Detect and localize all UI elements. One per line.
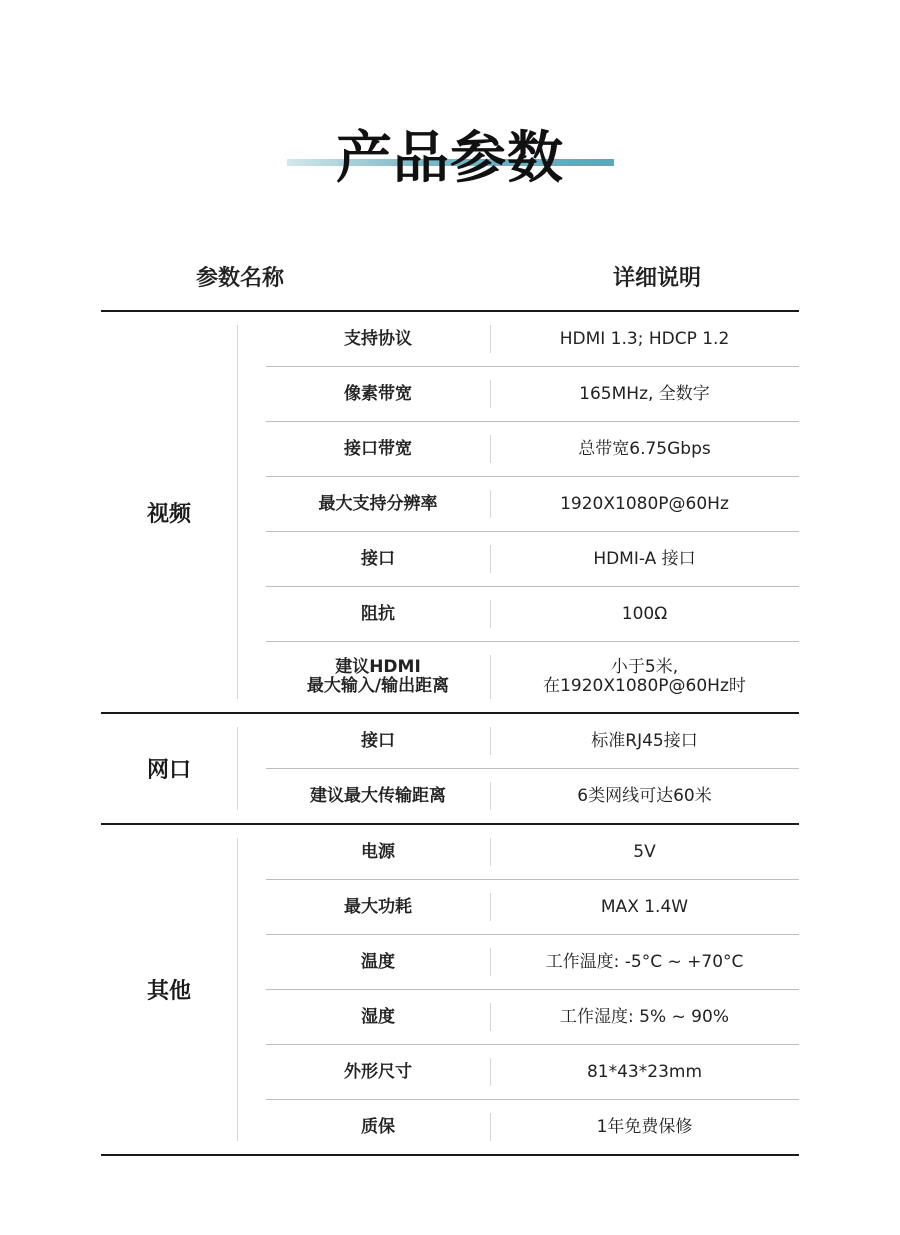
- param-name: 建议HDMI 最大输入/输出距离: [306, 657, 450, 696]
- param-value: HDMI 1.3; HDCP 1.2: [559, 328, 730, 349]
- param-name: 接口: [361, 730, 395, 751]
- spec-table: [101, 310, 799, 1156]
- param-value: 标准RJ45接口: [591, 730, 698, 751]
- param-value: 总带宽6.75Gbps: [578, 438, 711, 459]
- spec-group-network: [101, 712, 799, 823]
- param-name: 建议最大传输距离: [310, 785, 446, 806]
- param-value: HDMI-A 接口: [593, 548, 696, 569]
- table-row: [266, 934, 799, 989]
- cell-divider: [490, 782, 491, 810]
- table-row: [266, 825, 799, 879]
- table-row: [266, 1044, 799, 1099]
- group-label: 网口: [146, 758, 191, 783]
- spec-group-other: [101, 823, 799, 1156]
- cell-divider: [490, 838, 491, 866]
- param-value: 工作温度: -5°C ~ +70°C: [545, 951, 744, 972]
- param-value: MAX 1.4W: [600, 896, 689, 917]
- table-row: [266, 366, 799, 421]
- param-value: 165MHz, 全数字: [579, 383, 710, 404]
- param-value: 81*43*23mm: [586, 1061, 702, 1082]
- cell-divider: [490, 490, 491, 518]
- param-name: 电源: [361, 841, 395, 862]
- cell-divider: [490, 893, 491, 921]
- column-header-name: 参数名称: [195, 266, 284, 291]
- group-label: 视频: [146, 501, 191, 527]
- table-row: [266, 879, 799, 934]
- param-value: 6类网线可达60米: [577, 785, 712, 806]
- page-header: [0, 118, 900, 208]
- param-name: 像素带宽: [344, 383, 412, 404]
- cell-divider: [490, 545, 491, 573]
- param-value: 100Ω: [621, 603, 668, 624]
- cell-divider: [490, 948, 491, 976]
- table-row: [266, 312, 799, 366]
- cell-divider: [490, 1003, 491, 1031]
- param-name: 外形尺寸: [344, 1061, 412, 1082]
- param-name: 接口带宽: [344, 438, 412, 459]
- param-name: 温度: [361, 951, 395, 972]
- cell-divider: [490, 600, 491, 628]
- cell-divider: [490, 325, 491, 353]
- param-name: 阻抗: [361, 603, 395, 624]
- group-divider: [237, 727, 238, 810]
- table-row: [266, 586, 799, 641]
- column-header-description: 详细说明: [612, 266, 701, 291]
- table-row: [266, 989, 799, 1044]
- param-value: 5V: [633, 841, 656, 862]
- cell-divider: [490, 435, 491, 463]
- param-name: 最大支持分辨率: [318, 493, 438, 514]
- cell-divider: [490, 1113, 491, 1141]
- table-row: [266, 476, 799, 531]
- param-value: 1年免费保修: [596, 1116, 693, 1137]
- param-value: 工作湿度: 5% ~ 90%: [560, 1006, 729, 1027]
- param-name: 最大功耗: [344, 896, 412, 917]
- table-row: [266, 421, 799, 476]
- table-row: [266, 641, 799, 712]
- param-value: 小于5米, 在1920X1080P@60Hz时: [543, 657, 746, 696]
- table-row: [266, 1099, 799, 1154]
- table-row: [266, 768, 799, 823]
- table-row: [266, 531, 799, 586]
- cell-divider: [490, 380, 491, 408]
- table-row: [266, 714, 799, 768]
- group-divider: [237, 838, 238, 1141]
- cell-divider: [490, 655, 491, 699]
- group-label: 其他: [146, 979, 191, 1004]
- param-name: 接口: [361, 548, 395, 569]
- spec-group-video: [101, 310, 799, 712]
- page-title: 产品参数: [336, 126, 564, 191]
- cell-divider: [490, 727, 491, 755]
- param-name: 支持协议: [344, 328, 412, 349]
- param-name: 质保: [361, 1116, 395, 1137]
- param-value: 1920X1080P@60Hz: [560, 493, 729, 514]
- param-name: 湿度: [361, 1006, 395, 1027]
- group-divider: [237, 325, 238, 699]
- cell-divider: [490, 1058, 491, 1086]
